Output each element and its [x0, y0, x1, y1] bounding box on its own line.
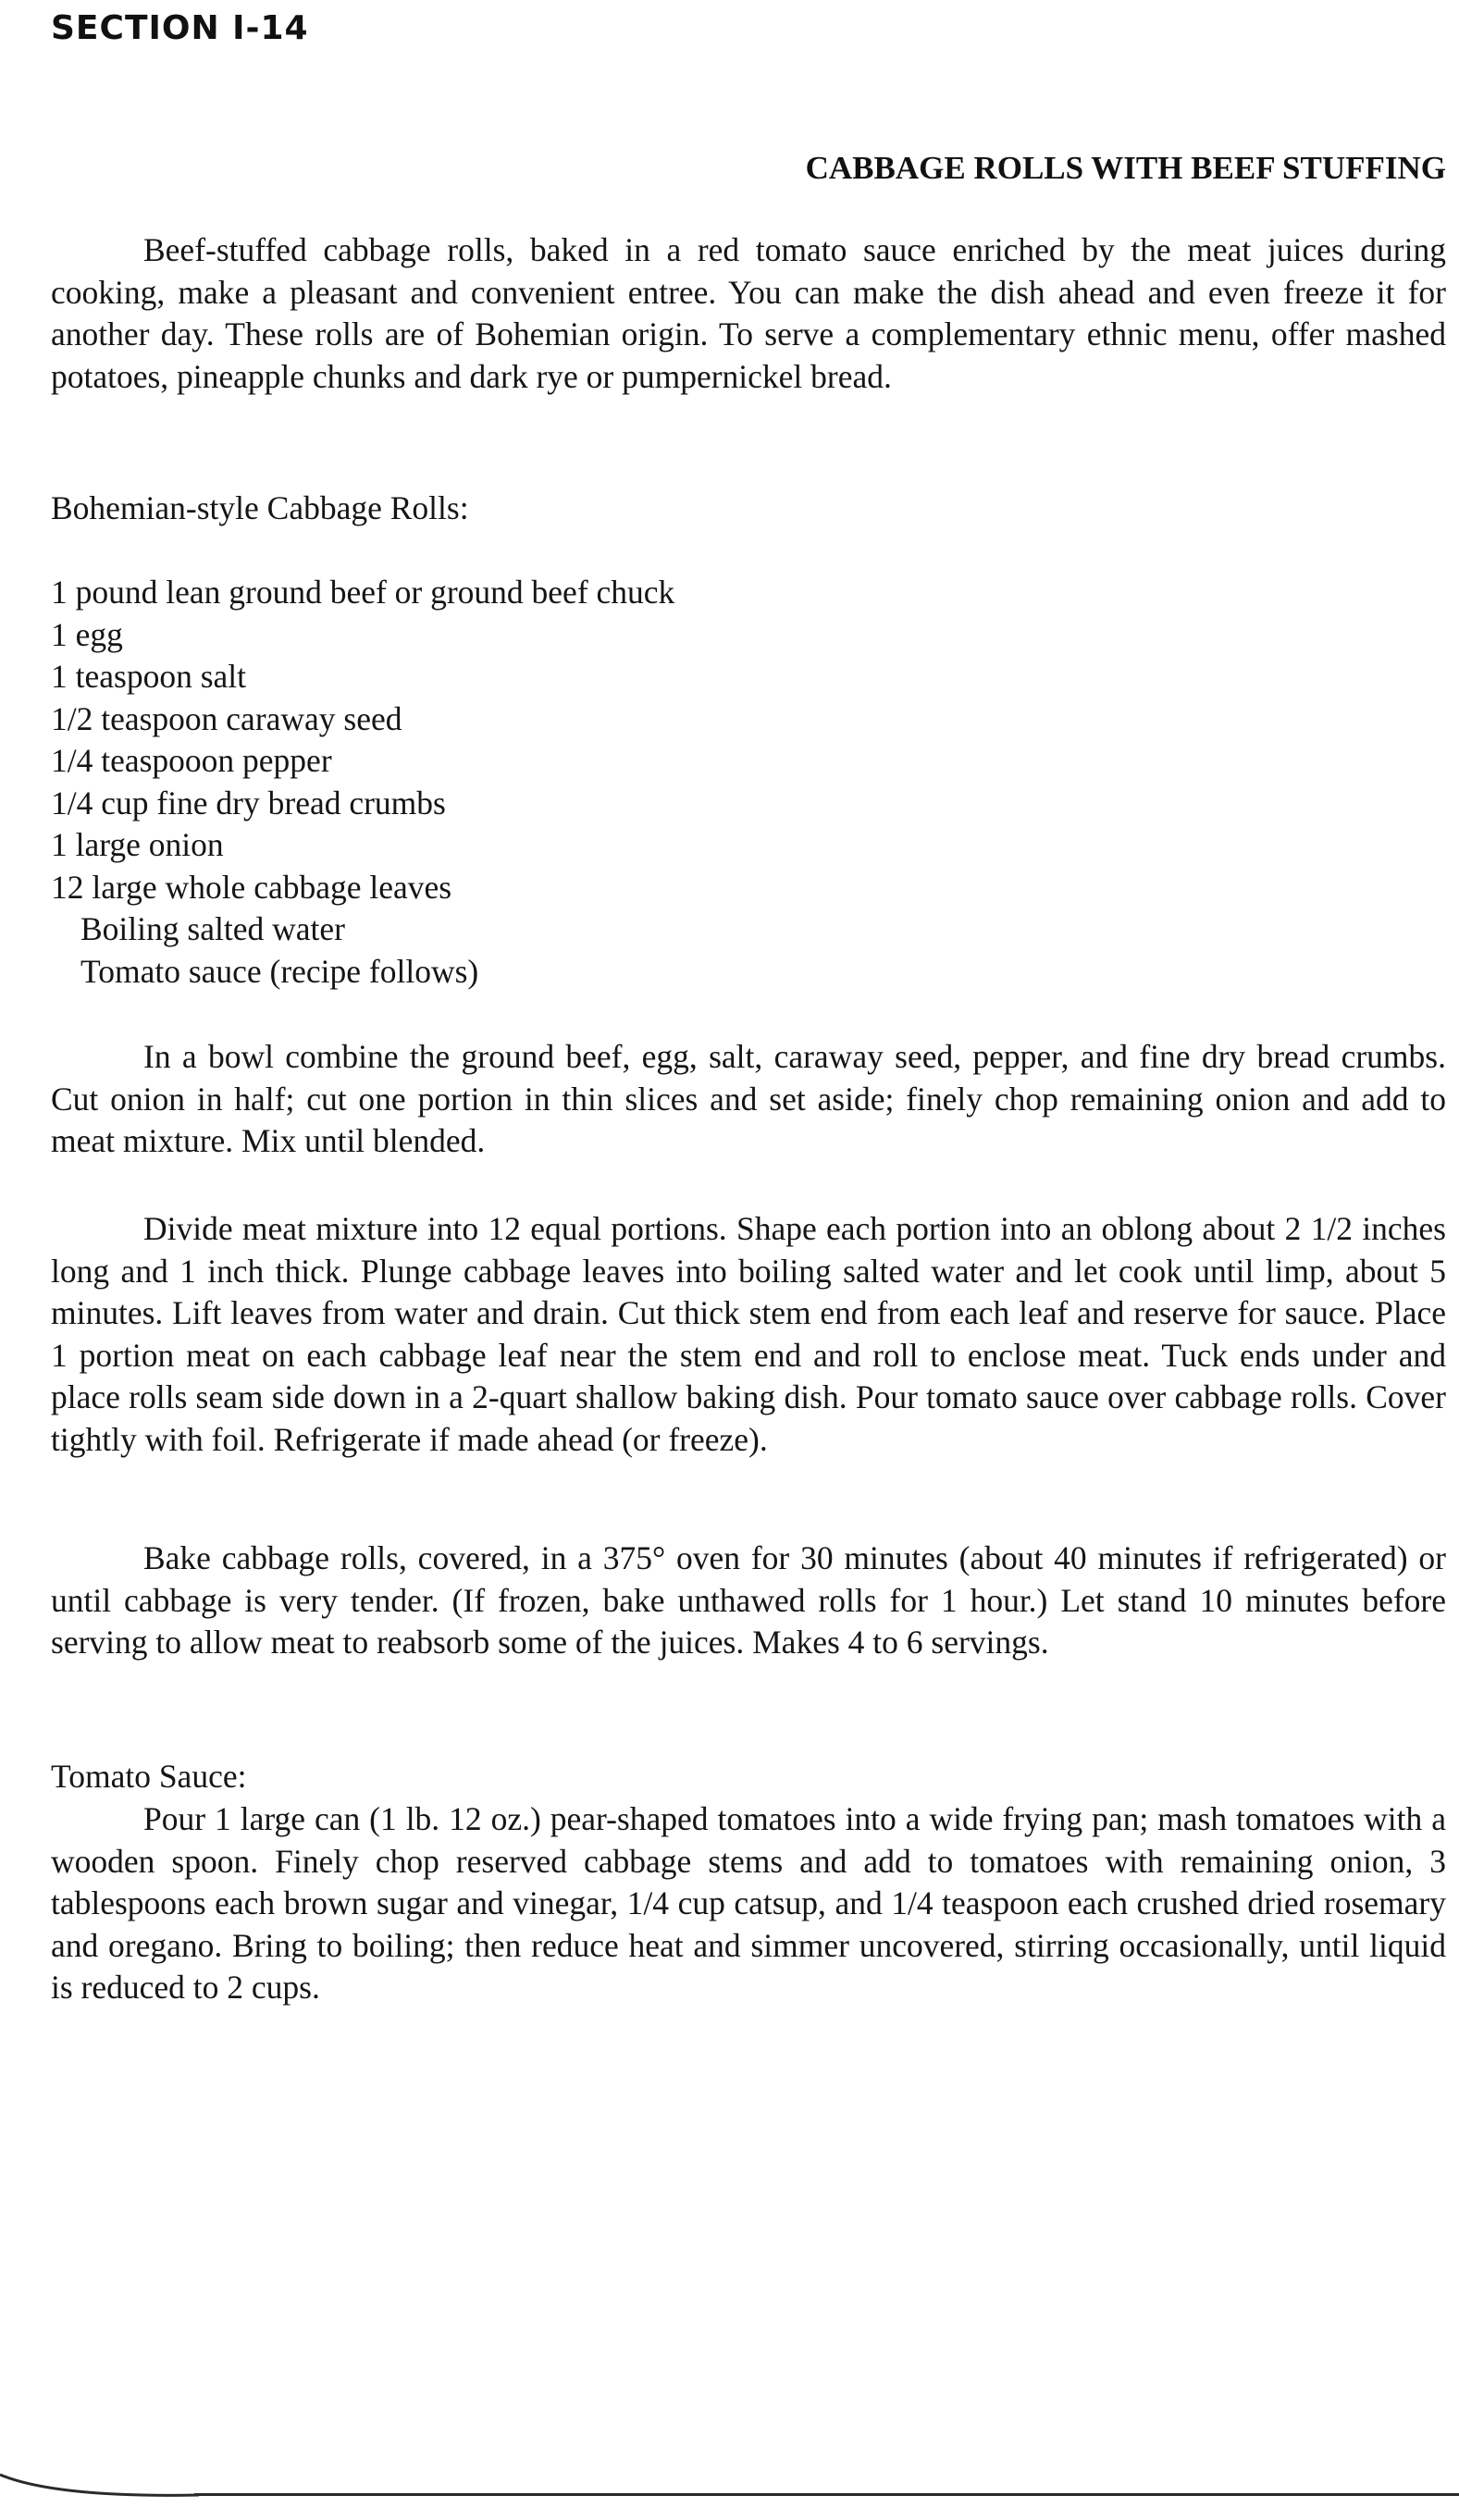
recipe-title: CABBAGE ROLLS WITH BEEF STUFFING — [805, 150, 1446, 186]
ingredient-item: 1/4 teaspooon pepper — [51, 742, 332, 779]
step-paragraph-2: Divide meat mixture into 12 equal portions. Shape each portion into an oblong about 2 1/2 inches long and 1 inch thick. Plunge cabbage leaves into boiling salted water and let cook until limp, about 5 minutes. Lift leaves from water and drain. Cut thick stem end from each leaf and reserve for sauce. Place 1 portion meat on each cabbage leaf near the stem end and roll to enclose meat. Tuck ends under and place rolls seam side down in a 2-quart shallow baking dish. Pour tomato sauce over cabbage rolls. Cover tightly with foil. Refrigerate if made ahead (or freeze). — [51, 1210, 1446, 1458]
page-bottom-rule — [194, 2493, 1459, 2496]
ingredient-item: 1 pound lean ground beef or ground beef chuck — [51, 574, 675, 611]
ingredient-item: 1 large onion — [51, 826, 224, 863]
ingredient-list — [51, 572, 674, 993]
intro-paragraph: Beef-stuffed cabbage rolls, baked in a red tomato sauce enriched by the meat juices during cooking, make a pleasant and convenient entree. You can make the dish ahead and even freeze it for another day. These rolls are of Bohemian origin. To serve a complementary ethnic menu, offer mashed potatoes, pineapple chunks and dark rye or pumpernickel bread. — [51, 231, 1446, 395]
section-header: SECTION I-14 — [51, 9, 309, 47]
recipe-subtitle: Bohemian-style Cabbage Rolls: — [51, 489, 469, 526]
page-edge-curve — [0, 2470, 199, 2502]
ingredient-item: 1 egg — [51, 615, 123, 653]
step-paragraph-3: Bake cabbage rolls, covered, in a 375° oven for 30 minutes (about 40 minutes if refrigerated) or until cabbage is very tender. (If frozen, bake unthawed rolls for 1 hour.) Let stand 10 minutes before serving to allow meat to reabsorb some of the juices. Makes 4 to 6 servings. — [51, 1539, 1446, 1661]
ingredient-item: 1/2 teaspoon caraway seed — [51, 699, 402, 737]
sauce-title: Tomato Sauce: — [51, 1758, 247, 1795]
sauce-paragraph: Pour 1 large can (1 lb. 12 oz.) pear-shaped tomatoes into a wide frying pan; mash tomatoes with a wooden spoon. Finely chop reserved cabbage stems and add to tomatoes with remaining onion, 3 tablespoons each brown sugar and vinegar, 1/4 cup catsup, and 1/4 teaspoon each crushed dried rosemary and oregano. Bring to boiling; then reduce heat and simmer uncovered, stirring occasionally, until liquid is reduced to 2 cups. — [51, 1800, 1446, 2006]
ingredient-item: Tomato sauce (recipe follows) — [80, 952, 479, 990]
ingredient-item: 1 teaspoon salt — [51, 658, 246, 695]
step-paragraph-1: In a bowl combine the ground beef, egg, salt, caraway seed, pepper, and fine dry bread crumbs. Cut onion in half; cut one portion in thin slices and set aside; finely chop remaining onion and add to meat mixture. Mix until blended. — [51, 1038, 1446, 1159]
ingredient-item: Boiling salted water — [80, 910, 345, 947]
ingredient-item: 12 large whole cabbage leaves — [51, 868, 452, 906]
ingredient-item: 1/4 cup fine dry bread crumbs — [51, 784, 446, 821]
